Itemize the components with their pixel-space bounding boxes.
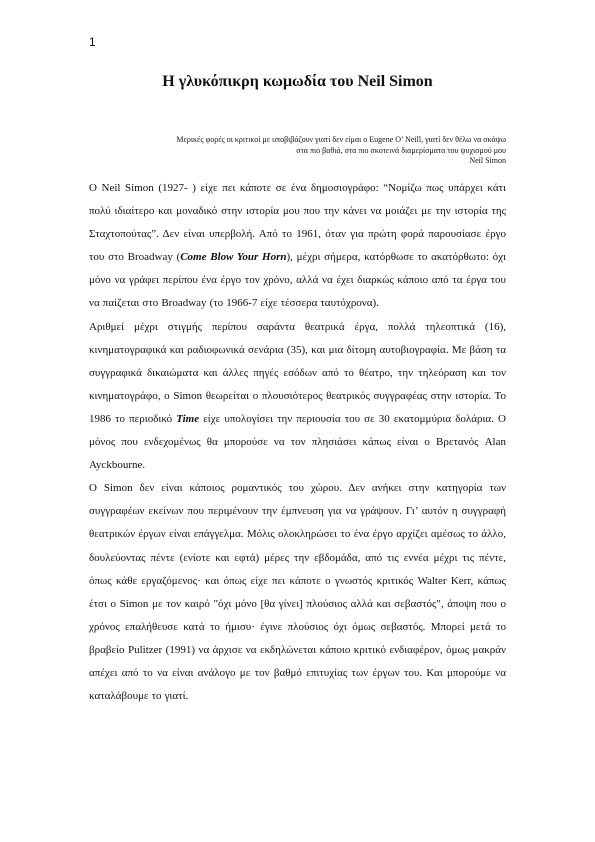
- page-number: 1: [89, 35, 96, 49]
- paragraph-3: O Simon δεν είναι κάποιος ρομαντικός του χώρου. Δεν ανήκει στην κατηγορία των συγγραφέων εκείνων που περιμένουν την έμπνευση για να γράψουν. Γι’ αυτόν η συγγραφή θεατρικών έργων είναι επάγγελμα. Μόλις ολοκληρώσει το ένα έργο αρχίζει αμέσως το άλλο, δουλεύοντας πέντε (ενίοτε και εφτά) μέρες την εβδομάδα, από τις εννέα μέχρι τις πέντε, όπως κάθε εργαζόμενος· και όπως είχε πει κάποτε ο γνωστός κριτικός Walter Kerr, κάπως έτσι ο Simon με τον καιρό "όχι μόνο [θα γίνει] πλούσιος αλλά και σεβαστός", άποψη που ο χρόνος επαλήθευσε κατά το ήμισυ· έγινε πλούσιος όχι όμως σεβαστός. Μπορεί μετά το βραβείο Pulitzer (1991) να άρχισε να εκδηλώνεται κάποιο κριτικό ενδιαφέρον, όμως μακράν απέχει από το να είναι ανάλογο με τον βαθμό επιτυχίας των έργων του. Και μπορούμε να καταλάβουμε το γιατί.: [89, 482, 506, 703]
- page-title: Η γλυκόπικρη κωμωδία του Neil Simon: [162, 73, 433, 90]
- epigraph: [100, 135, 506, 167]
- paragraph-1-text-a: O Neil Simon (1927- ) είχε πει κάποτε σε ένα δημοσιογράφο: “Νομίζω πως υπάρχει κάτι πολύ ιδιαίτερο και μοναδικό στην ιστορία μου που την κάνει να μοιάζει με την ιστορία της Σταχτοπούτας”. Δεν είναι υπερβολή. Από το 1961, όταν για πρώτη φορά παρουσίασε έργο του στο Broadway (: [89, 182, 506, 264]
- epigraph-quote-line1: Μερικές φορές οι κριτικοί με υποβιβάζουν γιατί δεν είμαι ο Eugene O’ Neill, γιατί δεν θέλω να σκάψω: [176, 135, 506, 144]
- paragraph-1-text-b: ), μέχρι σήμερα, κατόρθωσε το ακατόρθωτο: όχι μόνο να γράφει περίπου ένα έργο τον χρόνο, αλλά να έχει διαρκώς κάποιο από τα έργα του να παίζεται στο Broadway (το 1966-7 είχε τέσσερα ταυτόχρονα).: [89, 251, 506, 310]
- epigraph-quote-line2: στα πιο βαθιά, στα πιο σκοτεινά διαμερίσματα του ψυχισμού μου: [296, 145, 506, 155]
- paragraph-1-italic-title: Come Blow Your Horn: [180, 251, 287, 264]
- paragraph-2-text-b: είχε υπολογίσει την περιουσία του σε 30 εκατομμύρια δολάρια. Ο μόνος που ενδεχομένως θα μπορούσε να τον πλησιάσει κάπως είναι ο Βρετανός Alan Ayckbourne.: [89, 412, 506, 472]
- article-body: [89, 177, 506, 708]
- paragraph-2-text-a: Αριθμεί μέχρι στιγμής περίπου σαράντα θεατρικά έργα, πολλά τηλεοπτικά (16), κινηματογραφικά και ραδιοφωνικά σενάρια (35), και μια δίτομη αυτοβιογραφία. Με βάση τα συγγραφικά δικαιώματα και άλλες πηγές εσόδων από το θέατρο, την τηλεόραση και τον κινηματογράφο, ο Simon θεωρείται ο πλουσιότερος θεατρικός συγγραφέας στην ιστορία. Το 1986 το περιοδικό: [89, 320, 506, 425]
- paragraph-2-italic-title: Time: [176, 412, 200, 425]
- paragraph-2: [89, 316, 506, 478]
- epigraph-attribution: Neil Simon: [469, 156, 506, 165]
- paragraph-1: [89, 177, 506, 316]
